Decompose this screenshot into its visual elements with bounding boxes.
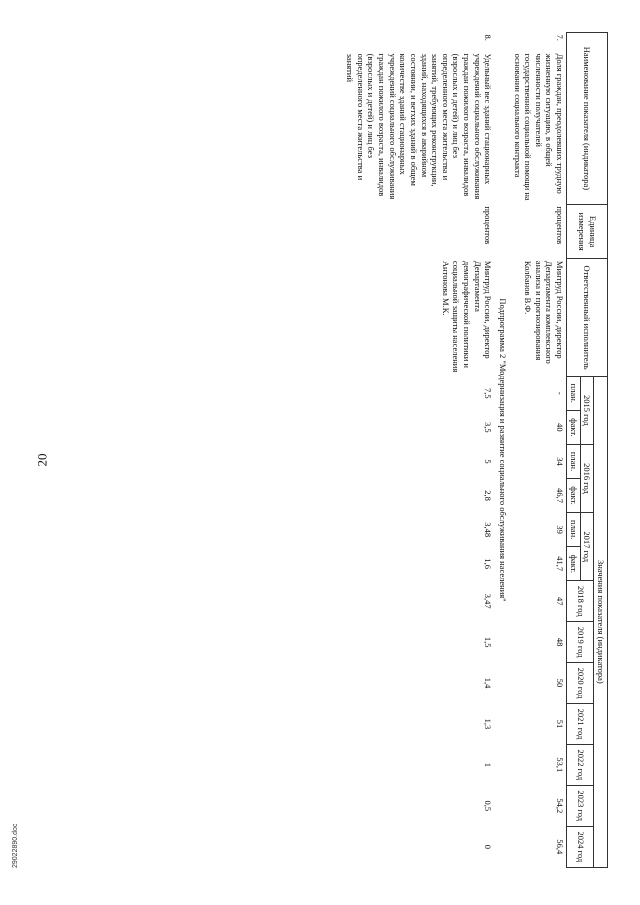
value-2016-plan: 34 xyxy=(555,457,566,466)
value-2022: 1 xyxy=(483,762,494,767)
header-2015-fact: факт. xyxy=(567,410,581,444)
value-2023: 0,5 xyxy=(483,800,494,812)
row-unit: процентов xyxy=(555,206,566,245)
header-values-group: Значения показателя (индикатора) xyxy=(594,376,608,867)
row-unit: процентов xyxy=(483,206,494,245)
value-2017-fact: 1,6 xyxy=(483,558,494,570)
indicator-table xyxy=(344,32,608,868)
header-2023: 2023 год xyxy=(567,785,594,826)
row-responsible: Минтруд России, директор Департамента комплексного анализа и прогнозирования Колбанов В.Ф. xyxy=(523,260,566,364)
header-2019: 2019 год xyxy=(567,622,594,663)
value-2015-plan: 7,5 xyxy=(483,387,494,399)
value-2018: 3,47 xyxy=(483,593,494,609)
header-2020: 2020 год xyxy=(567,663,594,704)
header-2017: 2017 год xyxy=(580,513,594,581)
value-2017-fact: 41,7 xyxy=(555,556,566,572)
header-2016-plan: план. xyxy=(567,444,581,478)
value-2020: 50 xyxy=(555,678,566,688)
row-index: 7. xyxy=(555,34,566,41)
header-responsible: Ответственный исполнитель xyxy=(567,259,608,376)
value-2016-fact: 46,7 xyxy=(555,488,566,503)
header-unit: Единица измерения xyxy=(567,204,608,259)
page-number: 20 xyxy=(34,453,50,467)
subprogram-row xyxy=(494,33,511,868)
header-2017-fact: факт. xyxy=(567,547,581,581)
value-2020: 1,4 xyxy=(483,677,494,689)
subprogram-title: Подпрограмма 2 "Модернизация и развитие социального обслуживания населения" xyxy=(498,298,508,602)
header-2016-fact: факт. xyxy=(567,479,581,513)
value-2015-plan: - xyxy=(555,391,566,395)
header-2016: 2016 год xyxy=(580,444,594,512)
value-2017-plan: 39 xyxy=(555,525,566,534)
value-2016-fact: 2,8 xyxy=(483,490,494,501)
value-2019: 1,5 xyxy=(483,636,494,648)
value-2021: 1,3 xyxy=(483,718,494,730)
table-row xyxy=(344,33,495,868)
header-2022: 2022 год xyxy=(567,744,594,785)
value-2019: 48 xyxy=(555,637,566,647)
header-name: Наименование показателя (индикатора) xyxy=(567,33,608,205)
row-name: Удельный вес зданий стационарных учреждений социального обслуживания граждан пожилого возраста, инвалидов (взрослых и детей) и лиц без определенного места жительства и занятий, требующих реконструкции, зданий, находящихся в аварийном состоянии, и ветхих зданий в общем количестве зданий стационарных учреждений социального обслуживания граждан пожилого возраста, инвалидов (взрослых и детей) и лиц без определенного места жительства и занятий xyxy=(345,53,494,200)
header-2017-plan: план. xyxy=(567,513,581,547)
row-index: 8. xyxy=(483,34,494,41)
table-row xyxy=(511,33,567,868)
row-name: Доля граждан, преодолевших трудную жизненную ситуацию, в общей численности получателей государственной социальной помощи на основании социального контракта xyxy=(512,53,566,201)
header-2015: 2015 год xyxy=(580,376,594,444)
value-2016-plan: 5 xyxy=(483,459,494,464)
value-2015-fact: 3,5 xyxy=(483,422,494,433)
value-2024: 56,4 xyxy=(555,839,566,855)
header-2015-plan: план. xyxy=(567,376,581,410)
row-responsible: Минтруд России, директор Департамента демографической политики и социальной защиты населения Антонова М.К. xyxy=(440,260,494,373)
header-2018: 2018 год xyxy=(567,581,594,622)
rotated-table-container xyxy=(110,32,608,868)
value-2023: 54,2 xyxy=(555,798,566,814)
value-2018: 47 xyxy=(555,596,566,606)
value-2021: 51 xyxy=(555,719,566,729)
footer-filename: 29022890.doc xyxy=(12,823,19,868)
header-2021: 2021 год xyxy=(567,704,594,745)
value-2015-fact: 40 xyxy=(555,423,566,432)
value-2022: 53,1 xyxy=(555,757,566,773)
value-2017-plan: 3,48 xyxy=(483,522,494,538)
header-2024: 2024 год xyxy=(567,826,594,867)
value-2024: 0 xyxy=(483,844,494,849)
